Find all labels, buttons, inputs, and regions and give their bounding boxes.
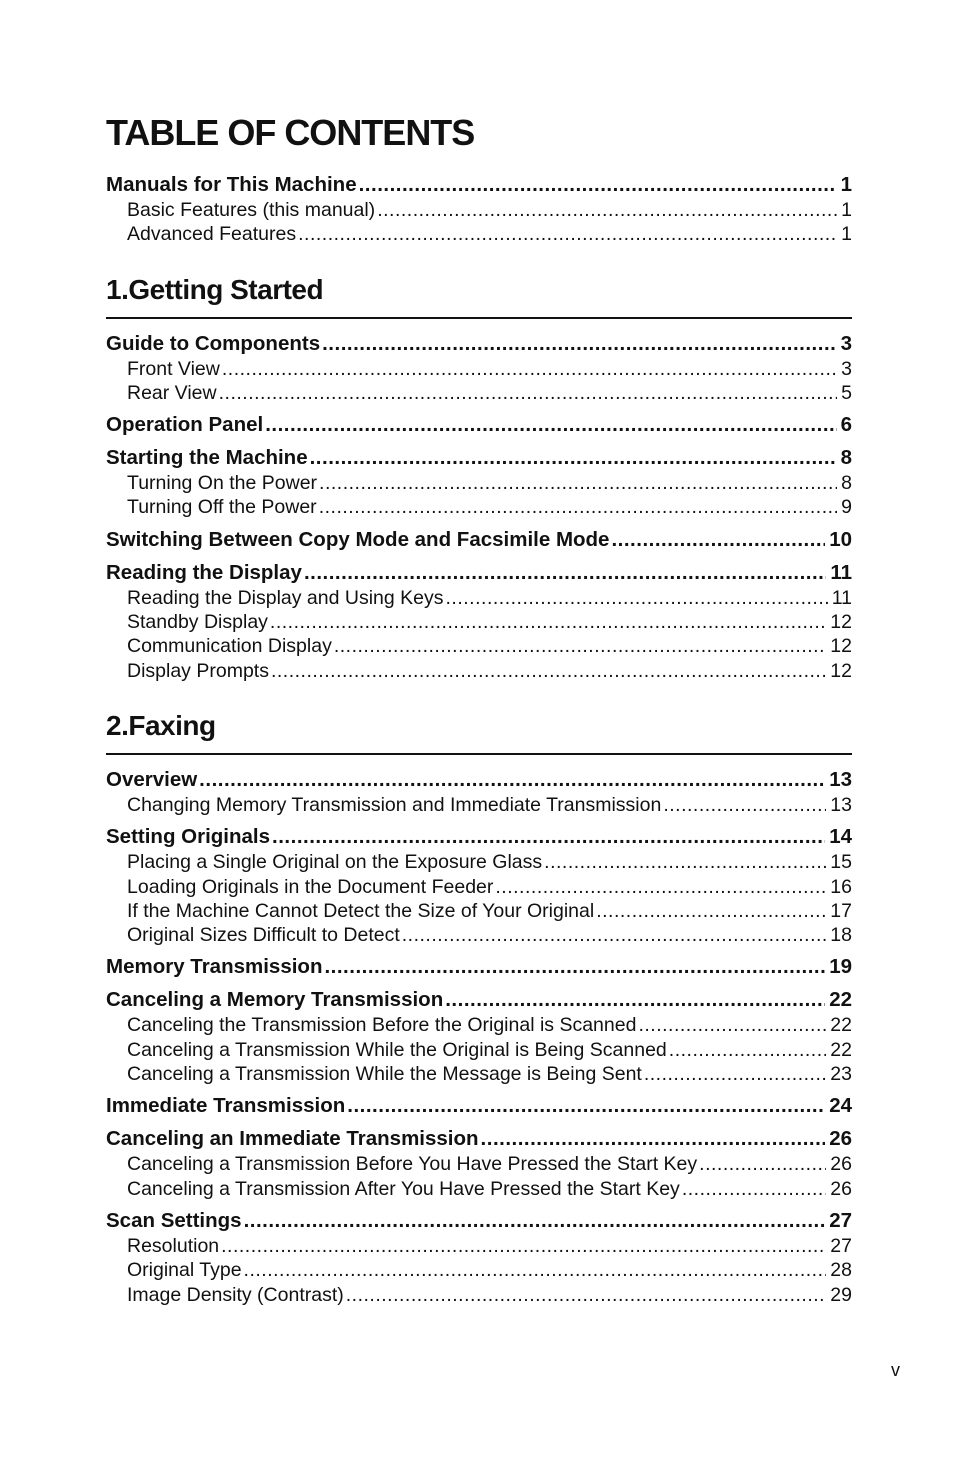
toc-page-number: 1 [841, 223, 852, 246]
toc-leader [699, 1152, 826, 1176]
toc-page-number: 19 [829, 955, 852, 979]
toc-entry[interactable] [106, 767, 852, 793]
toc-entry-title: Manuals for This Machine [106, 173, 357, 196]
toc-subentry[interactable] [106, 659, 852, 683]
toc-leader [638, 1013, 826, 1037]
toc-page-number: 13 [830, 793, 852, 816]
toc-subentry[interactable] [106, 850, 852, 874]
toc-subentry[interactable] [106, 1038, 852, 1062]
toc-leader [221, 1234, 826, 1258]
toc-subentry[interactable] [106, 357, 852, 381]
toc-page-number: 16 [830, 875, 852, 898]
toc-entry-title: Basic Features (this manual) [127, 199, 376, 221]
toc-page-number: 29 [830, 1283, 852, 1306]
toc-entry-title: Immediate Transmission [106, 1094, 346, 1118]
toc-subentry[interactable] [106, 495, 852, 519]
toc-entry-title: Loading Originals in the Document Feeder [127, 875, 494, 898]
toc-entry[interactable] [106, 560, 852, 586]
toc-leader [446, 586, 828, 610]
toc-subentry[interactable] [106, 471, 852, 495]
toc-entry-title: Display Prompts [127, 659, 269, 682]
toc-entry[interactable] [106, 445, 852, 471]
toc-leader [663, 793, 826, 817]
toc-entry-title: Canceling a Memory Transmission [106, 988, 444, 1012]
toc-entry[interactable] [106, 172, 852, 198]
toc-page-number: 26 [830, 1153, 852, 1176]
toc-subentry[interactable] [106, 610, 852, 634]
toc-leader [244, 1208, 826, 1234]
chapter-heading-getting-started: 1.Getting Started [106, 274, 852, 319]
toc-leader [222, 357, 837, 381]
toc-leader [611, 527, 825, 553]
toc-entry[interactable] [106, 954, 852, 980]
toc-page-number: 11 [831, 586, 852, 609]
toc-subentry[interactable] [106, 923, 852, 947]
toc-page-number: 12 [830, 611, 852, 634]
toc-entry-title: Advanced Features [127, 223, 297, 246]
toc-entry-title: Guide to Components [106, 331, 321, 355]
toc-page-number: 13 [829, 767, 852, 791]
toc-page-number: 26 [830, 1177, 852, 1200]
toc-entry[interactable] [106, 824, 852, 850]
toc-leader [304, 560, 826, 586]
toc-entry-title: Switching Between Copy Mode and Facsimile Mode [106, 527, 610, 551]
toc-page-number: 17 [830, 899, 852, 922]
toc-leader [319, 495, 837, 519]
toc-page-number: 11 [830, 560, 852, 584]
toc-entry-title: Turning On the Power [127, 472, 318, 495]
toc-leader [346, 1283, 827, 1307]
toc-entry[interactable] [106, 331, 852, 357]
toc-subentry[interactable] [106, 899, 852, 923]
toc-subentry[interactable] [106, 381, 852, 405]
chapter-1-entries [106, 331, 852, 683]
toc-subentry[interactable] [106, 1283, 852, 1307]
toc-entry[interactable] [106, 1126, 852, 1152]
toc-leader [377, 198, 837, 222]
toc-page-number: 18 [830, 924, 852, 947]
chapter-2-entries [106, 767, 852, 1307]
toc-subentry[interactable] [106, 586, 852, 610]
toc-subentry[interactable] [106, 634, 852, 658]
toc-entry-title: Front View [127, 357, 220, 380]
toc-page-number: 24 [829, 1094, 852, 1118]
toc-page-number: 28 [830, 1259, 852, 1282]
toc-page-number: 22 [829, 988, 852, 1012]
toc-leader [324, 954, 825, 980]
toc-page-number: 8 [840, 446, 852, 470]
toc-entry-title: Reading the Display [106, 560, 302, 584]
toc-entry-title: Scan Settings [106, 1208, 242, 1232]
page-folio: v [891, 1360, 900, 1380]
toc-leader [265, 412, 836, 438]
toc-page-number: 26 [829, 1127, 852, 1151]
toc-entry-title: Canceling the Transmission Before the Original is Scanned [127, 1014, 637, 1037]
toc-subentry[interactable] [106, 198, 852, 222]
toc-entry-title: Rear View [127, 381, 217, 404]
toc-entry-title: Canceling a Transmission While the Message is Being Sent [127, 1063, 642, 1086]
toc-subentry[interactable] [106, 1177, 852, 1201]
toc-subentry[interactable] [106, 1062, 852, 1086]
toc-entry-title: Standby Display [127, 611, 268, 634]
toc-entry-title: Resolution [127, 1234, 220, 1257]
toc-page-number: 10 [829, 527, 852, 551]
toc-subentry[interactable] [106, 222, 852, 246]
toc-page-number: 8 [841, 472, 852, 495]
toc-entry[interactable] [106, 1093, 852, 1119]
toc-entry-title: Starting the Machine [106, 446, 308, 470]
toc-subentry[interactable] [106, 875, 852, 899]
toc-subentry[interactable] [106, 793, 852, 817]
toc-leader [270, 610, 826, 634]
toc-page-number: 27 [830, 1234, 852, 1257]
toc-entry-title: Image Density (Contrast) [127, 1283, 344, 1306]
toc-leader [272, 824, 825, 850]
toc-entry-title: Overview [106, 767, 198, 791]
toc-page-number: 14 [829, 825, 852, 849]
toc-leader [495, 875, 826, 899]
toc-page-number: 3 [841, 357, 852, 380]
toc-subentry[interactable] [106, 1013, 852, 1037]
toc-subentry[interactable] [106, 1258, 852, 1282]
toc-leader [310, 445, 837, 471]
toc-leader [319, 471, 837, 495]
toc-entry-title: Reading the Display and Using Keys [127, 586, 444, 609]
toc-entry-title: Placing a Single Original on the Exposure Glass [127, 851, 543, 874]
toc-leader [347, 1093, 825, 1119]
toc-entry-title: Canceling a Transmission While the Original is Being Scanned [127, 1038, 667, 1061]
toc-entry-title: Original Type [127, 1259, 242, 1282]
table-of-contents [106, 172, 852, 1307]
toc-page-number: 23 [830, 1063, 852, 1086]
toc-entry[interactable] [106, 987, 852, 1013]
chapter-heading-faxing: 2.Faxing [106, 710, 852, 755]
toc-leader [334, 634, 826, 658]
toc-leader [445, 987, 825, 1013]
toc-page-number: 5 [841, 381, 852, 404]
toc-entry[interactable] [106, 527, 852, 553]
toc-leader [244, 1258, 827, 1282]
toc-entry-title: Turning Off the Power [127, 496, 317, 519]
toc-page-number: 22 [830, 1014, 852, 1037]
toc-leader [271, 659, 826, 683]
toc-leader [402, 923, 827, 947]
toc-entry[interactable] [106, 1208, 852, 1234]
toc-entry-title: Canceling a Transmission After You Have Pressed the Start Key [127, 1177, 680, 1200]
toc-page-number: 1 [841, 199, 852, 221]
toc-page-number: 9 [841, 496, 852, 519]
toc-leader [322, 331, 836, 357]
toc-entry-title: Original Sizes Difficult to Detect [127, 924, 400, 947]
toc-page-number: 27 [829, 1208, 852, 1232]
toc-page-number: 15 [830, 851, 852, 874]
toc-leader [644, 1062, 826, 1086]
toc-leader [219, 381, 838, 405]
toc-subentry[interactable] [106, 1234, 852, 1258]
page-title: TABLE OF CONTENTS [106, 112, 475, 153]
toc-leader [359, 172, 837, 198]
toc-page-number: 22 [830, 1038, 852, 1061]
toc-leader [682, 1177, 826, 1201]
toc-entry-title: Canceling an Immediate Transmission [106, 1127, 479, 1151]
toc-page-number: 6 [840, 413, 852, 437]
toc-entry[interactable] [106, 412, 852, 438]
toc-entry-title: Canceling a Transmission Before You Have Pressed the Start Key [127, 1153, 698, 1176]
toc-leader [669, 1038, 827, 1062]
toc-entry-title: Communication Display [127, 635, 332, 658]
toc-entry-title: Operation Panel [106, 413, 264, 437]
toc-leader [199, 767, 825, 793]
toc-leader [481, 1126, 826, 1152]
toc-entry-title: Memory Transmission [106, 955, 323, 979]
toc-subentry[interactable] [106, 1152, 852, 1176]
toc-leader [298, 222, 837, 246]
toc-entry-title: If the Machine Cannot Detect the Size of Your Original [127, 899, 595, 922]
toc-leader [544, 850, 826, 874]
intro-section [106, 172, 852, 247]
toc-leader [596, 899, 826, 923]
toc-entry-title: Changing Memory Transmission and Immediate Transmission [127, 793, 662, 816]
toc-page-number: 1 [840, 173, 852, 196]
toc-entry-title: Setting Originals [106, 825, 271, 849]
toc-page-number: 3 [840, 331, 852, 355]
toc-page-number: 12 [830, 635, 852, 658]
toc-page-number: 12 [830, 659, 852, 682]
